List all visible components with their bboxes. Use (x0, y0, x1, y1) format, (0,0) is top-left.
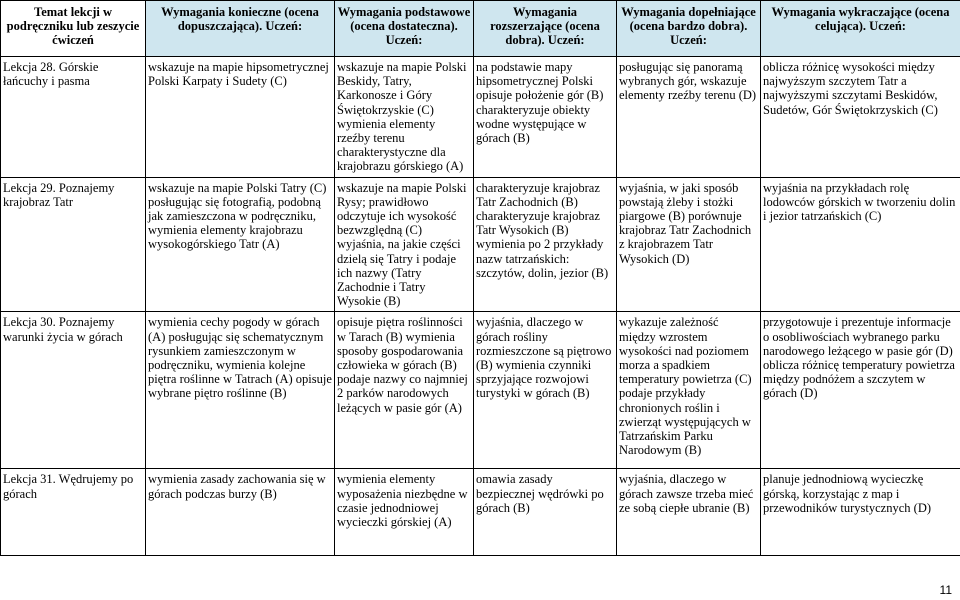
cell-extended: charakteryzuje krajobraz Tatr Zachodnich (B) charakteryzuje krajobraz Tatr Wysokich (B) wymienia po 2 przykłady nazw tatrzańskich: szczytów, dolin, jezior (B) (474, 177, 617, 312)
cell-necessary: wskazuje na mapie hipsometrycznej Polski Karpaty i Sudety (C) (146, 57, 335, 178)
header-complementary: Wymagania dopełniające (ocena bardzo dobra). Uczeń: (617, 1, 761, 57)
cell-exceeding: oblicza różnicę wysokości między najwyższym szczytem Tatr a najwyższymi szczytami Beskidów, Sudetów, Gór Świętokrzyskich (C) (761, 57, 960, 178)
cell-basic: opisuje piętra roślinności w Tarach (B) wymienia sposoby gospodarowania człowieka w górach (B) podaje nazwy co najmniej 2 parków narodowych leżących w pasie gór (A) (335, 312, 474, 469)
cell-complementary: wyjaśnia, dlaczego w górach zawsze trzeba mieć ze sobą ciepłe ubranie (B) (617, 469, 761, 556)
header-extended: Wymagania rozszerzające (ocena dobra). Uczeń: (474, 1, 617, 57)
cell-exceeding: wyjaśnia na przykładach rolę lodowców górskich w tworzeniu dolin i jezior tatrzańskich (C) (761, 177, 960, 312)
lesson-cell: Lekcja 29. Poznajemy krajobraz Tatr (1, 177, 146, 312)
header-exceeding: Wymagania wykraczające (ocena celująca). Uczeń: (761, 1, 960, 57)
cell-necessary: wskazuje na mapie Polski Tatry (C) posługując się fotografią, podobną jak zamieszczona w podręczniku, wymienia elementy krajobrazu wysokogórskiego Tatr (A) (146, 177, 335, 312)
cell-extended: omawia zasady bezpiecznej wędrówki po górach (B) (474, 469, 617, 556)
header-row (1, 1, 960, 57)
lesson-cell: Lekcja 28. Górskie łańcuchy i pasma (1, 57, 146, 178)
header-topic: Temat lekcji w podręczniku lub zeszycie ćwiczeń (1, 1, 146, 57)
cell-necessary: wymienia cechy pogody w górach (A) posługując się schematycznym rysunkiem zamieszczonym w podręczniku, wymienia kolejne piętra roślinne w Tatrach (A) opisuje wybrane piętro roślinne (B) (146, 312, 335, 469)
table-row (1, 312, 960, 469)
cell-basic: wymienia elementy wyposażenia niezbędne w czasie jednodniowej wycieczki górskiej (A) (335, 469, 474, 556)
cell-exceeding: przygotowuje i prezentuje informacje o osobliwościach wybranego parku narodowego leżącego w pasie gór (D) oblicza różnicę temperatury powietrza między podnóżem a szczytem w górach (D) (761, 312, 960, 469)
table-row (1, 177, 960, 312)
page-number: 11 (939, 583, 952, 597)
table-row (1, 57, 960, 178)
cell-necessary: wymienia zasady zachowania się w górach podczas burzy (B) (146, 469, 335, 556)
cell-extended: wyjaśnia, dlaczego w górach rośliny rozmieszczone są piętrowo (B) wymienia czynniki sprzyjające rozwojowi turystyki w górach (B) (474, 312, 617, 469)
cell-basic: wskazuje na mapie Polski Rysy; prawidłowo odczytuje ich wysokość bezwzględną (C) wyjaśnia, na jakie części dzielą się Tatry i podaje ich nazwy (Tatry Zachodnie i Tatry Wysokie (B) (335, 177, 474, 312)
cell-complementary: wyjaśnia, w jaki sposób powstają żleby i stożki piargowe (B) porównuje krajobraz Tatr Zachodnich z krajobrazem Tatr Wysokich (D) (617, 177, 761, 312)
cell-extended: na podstawie mapy hipsometrycznej Polski opisuje położenie gór (B) charakteryzuje obiekty wodne występujące w górach (B) (474, 57, 617, 178)
lesson-cell: Lekcja 31. Wędrujemy po górach (1, 469, 146, 556)
header-basic: Wymagania podstawowe (ocena dostateczna). Uczeń: (335, 1, 474, 57)
cell-complementary: posługując się panoramą wybranych gór, wskazuje elementy rzeźby terenu (D) (617, 57, 761, 178)
lesson-cell: Lekcja 30. Poznajemy warunki życia w górach (1, 312, 146, 469)
table-row (1, 469, 960, 556)
cell-complementary: wykazuje zależność między wzrostem wysokości nad poziomem morza a spadkiem temperatury powietrza (C) podaje przykłady chronionych roślin i zwierząt występujących w Tatrzańskim Parku Narodowym (B) (617, 312, 761, 469)
cell-exceeding: planuje jednodniową wycieczkę górską, korzystając z map i przewodników turystycznych (D) (761, 469, 960, 556)
header-necessary: Wymagania konieczne (ocena dopuszczająca). Uczeń: (146, 1, 335, 57)
cell-basic: wskazuje na mapie Polski Beskidy, Tatry, Karkonosze i Góry Świętokrzyskie (C) wymienia elementy rzeźby terenu charakterystyczne dla krajobrazu górskiego (A) (335, 57, 474, 178)
